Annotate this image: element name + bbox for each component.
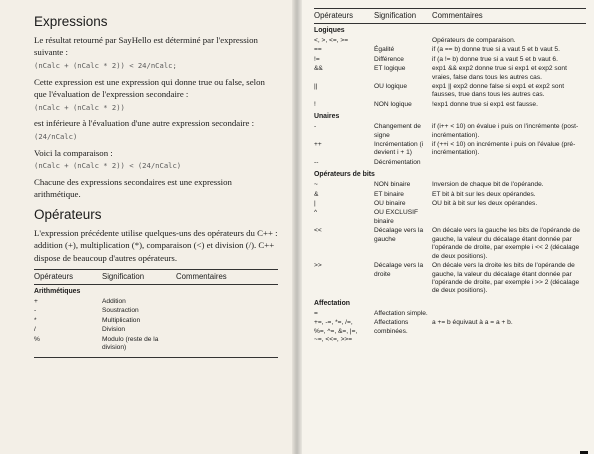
- operator-meaning: Affectations combinées.: [374, 319, 409, 335]
- category-row: [34, 285, 278, 298]
- table-row: [314, 83, 586, 101]
- operator-meaning: Décalage vers la gauche: [374, 227, 424, 243]
- operator-meaning: Incrémentation (i devient i + 1): [374, 141, 424, 157]
- category-label: Logiques: [314, 26, 345, 34]
- operator-comment: exp1 || exp2 donne false si exp1 et exp2 sont fausses, true dans tous les autres cas.: [432, 82, 565, 99]
- operator-meaning: Modulo (reste de la division): [102, 335, 159, 352]
- operator-comment: !exp1 donne true si exp1 est fausse.: [432, 100, 538, 108]
- category-row: [314, 297, 586, 310]
- operator-symbol: =: [314, 309, 318, 317]
- table-row: [34, 307, 278, 316]
- operator-meaning: Différence: [374, 55, 404, 63]
- section-title-expressions: Expressions: [34, 14, 108, 29]
- table-row: [314, 123, 586, 141]
- operator-meaning: [374, 37, 432, 46]
- operator-meaning: OU binaire: [374, 200, 406, 208]
- paragraph: L'expression précédente utilise quelques-uns des opérateurs du C++ : addition (+), multiplication (*), comparaison (<) et division (/). C++ dispose de beaucoup d'autres opérateurs.: [34, 227, 278, 263]
- code-snippet: (24/nCalc): [34, 131, 78, 141]
- table-row: [314, 262, 586, 297]
- operator-meaning: Changement de signe: [374, 123, 421, 139]
- operator-meaning: ET logique: [374, 65, 406, 73]
- paragraph: Cette expression est une expression qui donne true ou false, selon que l'évaluation de l'expression secondaire :: [34, 76, 265, 100]
- table-row: [314, 101, 586, 110]
- paragraph: Chacune des expressions secondaires est une expression arithmétique.: [34, 176, 232, 200]
- section-title-operateurs: Opérateurs: [34, 206, 102, 222]
- code-snippet: (nCalc + (nCalc * 2)): [34, 102, 125, 112]
- operator-symbol: <<: [314, 227, 322, 235]
- operator-symbol: *: [34, 316, 37, 324]
- table-row: [314, 319, 586, 345]
- code-snippet: (nCalc + (nCalc * 2)) < 24/nCalc;: [34, 60, 177, 70]
- operator-meaning: Soustraction: [102, 307, 139, 315]
- column-header: Opérateurs: [314, 9, 374, 24]
- table-row: [34, 317, 278, 326]
- operator-symbol: |: [314, 200, 316, 208]
- table-row: [314, 310, 586, 319]
- operators-table: [314, 8, 586, 345]
- table-row: [314, 209, 586, 227]
- operator-meaning: Affectation simple.: [374, 309, 428, 317]
- table-row: [34, 326, 278, 335]
- operator-comment: Inversion de chaque bit de l'opérande.: [432, 181, 544, 189]
- operator-symbol: ^: [314, 209, 318, 217]
- operator-symbol: ==: [314, 46, 322, 54]
- operator-comment: [432, 159, 586, 168]
- operator-meaning: Décalage vers la droite: [374, 262, 424, 278]
- operator-meaning: Division: [102, 326, 126, 334]
- operator-comment: if (++i < 10) on incrémente i puis on l'évalue (pré-incrémentation).: [432, 141, 576, 157]
- category-label: Opérateurs de bits: [314, 171, 375, 179]
- column-header: Commentaires: [432, 9, 586, 24]
- operator-symbol: !: [314, 100, 316, 108]
- operator-comment: if (i++ < 10) on évalue i puis on l'incrémente (post-incrémentation).: [432, 123, 579, 139]
- category-row: [314, 23, 586, 36]
- operator-symbol: +=, -=, *=, /=, %=, ^=, &=, |=, ~=, <<=, >>=: [314, 319, 358, 343]
- table-row: [314, 46, 586, 55]
- table-row: [314, 159, 586, 168]
- operator-comment: On décale vers la gauche les bits de l'opérande de gauche, la valeur du décalage étant donnée par l'opérande de droite, par exemple i << 2 (décalage de deux positions).: [432, 227, 580, 260]
- table-row: [314, 191, 586, 200]
- operator-comment: OU bit à bit sur les deux opérandes.: [432, 200, 538, 208]
- operators-table-arithmetic: [34, 269, 278, 357]
- paragraph: Voici la comparaison :: [34, 147, 113, 158]
- operator-symbol: -: [34, 307, 37, 315]
- operator-symbol: -: [314, 123, 317, 131]
- operator-meaning: ET binaire: [374, 190, 404, 198]
- operator-comment: Opérateurs de comparaison.: [432, 36, 516, 44]
- operator-comment: exp1 && exp2 donne true si exp1 et exp2 sont vraies, false dans tous les autres cas.: [432, 65, 567, 81]
- table-row: [314, 181, 586, 190]
- operator-meaning: Égalité: [374, 46, 395, 54]
- operator-meaning: Multiplication: [102, 316, 141, 324]
- operator-comment: [176, 307, 278, 316]
- operator-meaning: OU logique: [374, 82, 407, 90]
- category-label: Unaires: [314, 113, 340, 121]
- book-gutter: [292, 0, 302, 454]
- operator-symbol: %: [34, 335, 40, 343]
- operator-symbol: ++: [314, 141, 322, 148]
- category-row: [314, 168, 586, 181]
- table-row: [34, 298, 278, 307]
- operator-comment: [432, 209, 586, 227]
- table-row: [314, 65, 586, 83]
- operator-meaning: NON binaire: [374, 181, 411, 189]
- category-label: Affectation: [314, 299, 350, 307]
- category-row: [314, 110, 586, 123]
- category-label: Arithmétiques: [34, 288, 81, 296]
- operator-meaning: NON logique: [374, 100, 412, 108]
- operator-symbol: <, >, <=, >=: [314, 36, 349, 44]
- column-header: Commentaires: [176, 270, 278, 285]
- code-snippet: (nCalc + (nCalc * 2)) < (24/nCalc): [34, 161, 182, 171]
- table-row: [314, 141, 586, 159]
- operator-symbol: ||: [314, 82, 318, 90]
- operator-meaning: Addition: [102, 298, 126, 305]
- operator-comment: [176, 336, 278, 354]
- operator-symbol: &: [314, 190, 319, 198]
- operator-symbol: /: [34, 326, 36, 334]
- column-header: Signification: [102, 270, 176, 285]
- table-row: [34, 336, 278, 354]
- table-row: [314, 37, 586, 46]
- operator-symbol: &&: [314, 65, 323, 73]
- operator-comment: [176, 317, 278, 326]
- operator-symbol: >>: [314, 262, 322, 270]
- operator-comment: [432, 310, 586, 319]
- operator-comment: if (a != b) donne true si a vaut 5 et b vaut 6.: [432, 55, 558, 63]
- operator-comment: [176, 298, 278, 307]
- table-row: [314, 200, 586, 209]
- operator-meaning: OU EXCLUSIF binaire: [374, 209, 418, 225]
- left-page: [0, 0, 296, 454]
- paragraph: Le résultat retourné par SayHello est déterminé par l'expression suivante :: [34, 35, 258, 58]
- operator-comment: On décale vers la droite les bits de l'opérande de gauche, la valeur du décalage étant donnée par l'opérande de droite, par exemple i >> 2 (décalage de deux positions).: [432, 262, 580, 295]
- operator-meaning: Décrémentation: [374, 158, 421, 166]
- column-header: Opérateurs: [34, 270, 102, 285]
- right-page: [296, 0, 594, 454]
- operator-symbol: !=: [314, 55, 320, 63]
- operator-comment: ET bit à bit sur les deux opérandes.: [432, 190, 536, 198]
- operator-symbol: ~: [314, 181, 318, 189]
- operator-comment: [176, 326, 278, 335]
- paragraph: est inférieure à l'évaluation d'une autre expression secondaire :: [34, 118, 255, 129]
- operator-comment: a += b équivaut à a = a + b.: [432, 319, 513, 327]
- operator-symbol: --: [314, 158, 319, 166]
- table-row: [314, 227, 586, 262]
- table-row: [314, 56, 586, 65]
- operator-comment: if (a == b) donne true si a vaut 5 et b vaut 5.: [432, 46, 560, 54]
- column-header: Signification: [374, 9, 432, 24]
- operator-symbol: +: [34, 298, 38, 305]
